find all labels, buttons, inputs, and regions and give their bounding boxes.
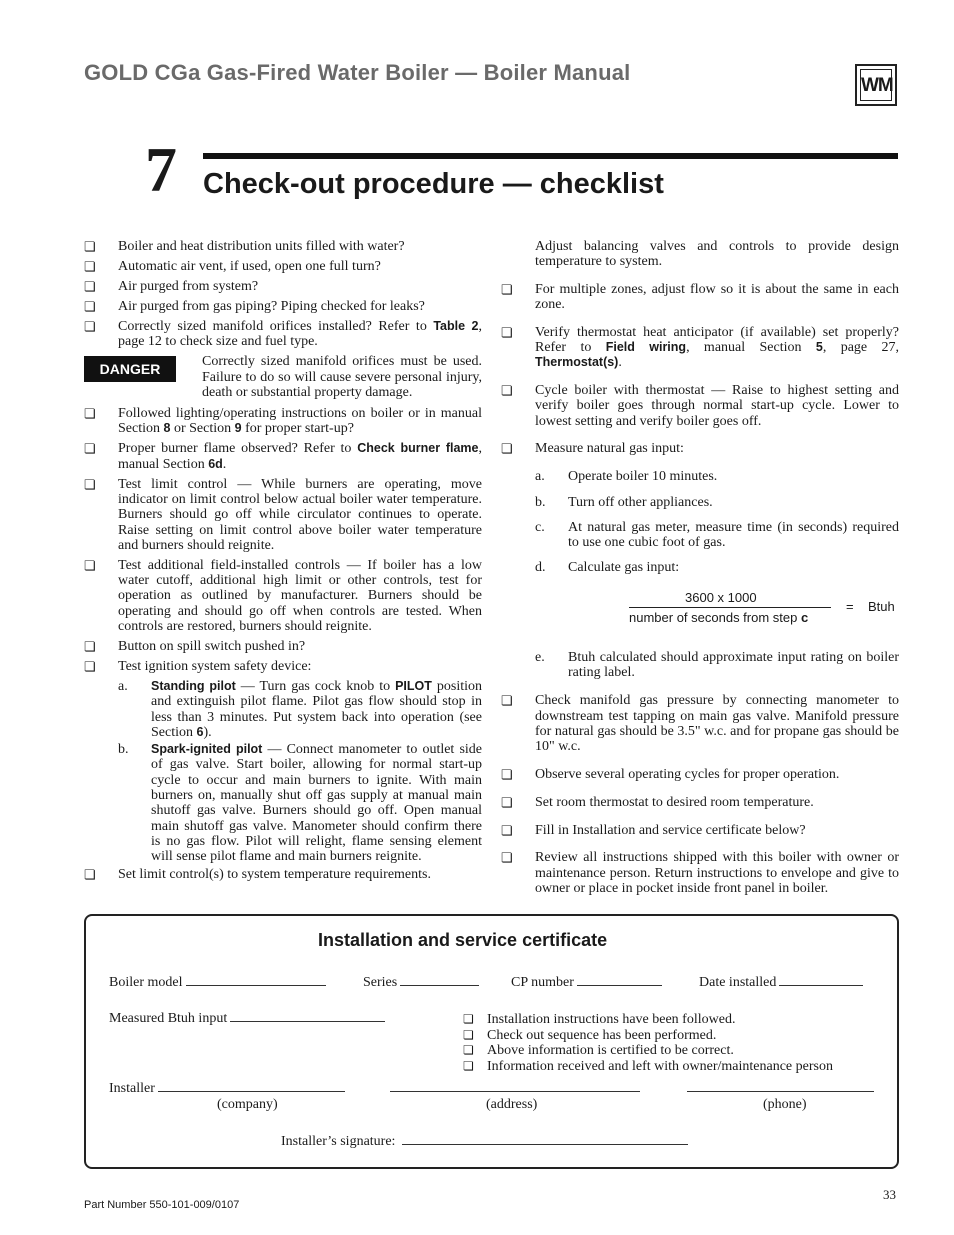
- checkbox-icon: ❏: [84, 278, 96, 294]
- certificate-check-item[interactable]: ❏ Above information is certified to be correct.: [463, 1043, 734, 1058]
- checkbox-icon: ❏: [501, 693, 513, 709]
- gas-input-formula: [501, 586, 899, 636]
- formula-fraction-bar: [629, 607, 831, 608]
- cp-number-field[interactable]: CP number: [511, 974, 662, 991]
- measure-step: b. Turn off other appliances.: [535, 494, 713, 510]
- checklist-item-flame: ❏ Proper burner flame observed? Refer to Check burner flame, manual Section 6d.: [84, 441, 482, 472]
- checklist-item-zones: ❏ For multiple zones, adjust flow so it is about the same in each zone.: [501, 281, 899, 312]
- checklist-item: ❏ Air purged from system?: [84, 278, 259, 294]
- checklist-item-spill-switch: ❏ Button on spill switch pushed in?: [84, 639, 306, 655]
- btuh-input-field[interactable]: Measured Btuh input: [109, 1010, 385, 1027]
- checkbox-icon: ❏: [84, 258, 96, 274]
- checkbox-icon: ❏: [501, 383, 513, 399]
- sub-item-standing-pilot: a. Standing pilot — Turn gas cock knob to PILOT position and extinguish pilot flame. Pilot gas flow should stop in less than 3 minutes. Put system back into operation (see Section 6).: [118, 678, 482, 740]
- formula-denominator: number of seconds from step c: [629, 609, 809, 625]
- installer-signature-field[interactable]: Installer’s signature:: [281, 1133, 688, 1150]
- checkbox-icon: ❏: [84, 639, 96, 655]
- checklist-item-lighting: ❏ Followed lighting/operating instructions on boiler or in manual Section 8 or Section 9 for proper start-up?: [84, 406, 482, 437]
- checkbox-icon: ❏: [463, 1012, 474, 1026]
- checklist-item-orifices: ❏ Correctly sized manifold orifices installed? Refer to Table 2, page 12 to check size and fuel type.: [84, 318, 482, 350]
- installation-certificate: [84, 914, 899, 1169]
- checklist-item-observe: ❏ Observe several operating cycles for proper operation.: [501, 767, 840, 783]
- checklist-item: ❏ Automatic air vent, if used, open one full turn?: [84, 258, 381, 274]
- checkbox-icon: ❏: [463, 1043, 474, 1057]
- checkbox-icon: ❏: [501, 822, 513, 838]
- checkbox-icon: ❏: [84, 239, 96, 254]
- checkbox-icon: ❏: [84, 866, 96, 882]
- measure-step: d. Calculate gas input:: [535, 560, 680, 576]
- checkbox-icon: ❏: [463, 1027, 474, 1042]
- address-caption: (address): [486, 1097, 538, 1112]
- checklist-item-measure: ❏ Measure natural gas input:: [501, 441, 684, 457]
- checkbox-icon: ❏: [501, 794, 513, 810]
- company-caption: (company): [217, 1097, 278, 1112]
- measure-step: c. At natural gas meter, measure time (in seconds) required to use one cubic foot of gas.: [535, 519, 899, 551]
- checkbox-icon: ❏: [501, 767, 513, 783]
- danger-notice: [84, 354, 482, 400]
- chapter-title: Check-out procedure — checklist: [203, 168, 664, 200]
- certificate-checklist: [463, 1012, 833, 1074]
- sub-item-spark-pilot: b. Spark-ignited pilot — Connect manometer to outlet side of gas valve. Start boiler, allowing for normal start-up cycle to occur and main burners to ignite. With main burners on, manually shut off gas supply at manual main shutoff gas valve. Burners should go off. Open manual main shutoff gas valve. Manometer should confirm there is no gas flow. Pilot will relight, flame sensing element will sense pilot flame and main burners reignite.: [118, 742, 482, 865]
- checkbox-icon: ❏: [84, 659, 96, 674]
- checkbox-icon: ❏: [463, 1058, 474, 1073]
- checkbox-icon: ❏: [501, 281, 513, 297]
- checkbox-icon: ❏: [84, 298, 96, 314]
- checklist-item-limit-set: ❏ Set limit control(s) to system temperature requirements.: [84, 866, 431, 882]
- chapter-number: 7: [145, 134, 177, 205]
- formula-numerator: 3600 x 1000: [685, 589, 757, 605]
- certificate-check-item[interactable]: ❏ Check out sequence has been performed.: [463, 1027, 717, 1043]
- logo-text: WM: [860, 69, 892, 101]
- boiler-model-field[interactable]: Boiler model: [109, 974, 326, 991]
- weil-mclain-logo: [855, 64, 897, 106]
- part-number: Part Number 550-101-009/0107: [84, 1199, 240, 1211]
- checkbox-icon: ❏: [84, 557, 96, 573]
- date-installed-field[interactable]: Date installed: [699, 974, 863, 991]
- checkbox-icon: ❏: [84, 441, 96, 457]
- formula-equals: =: [846, 598, 854, 614]
- checklist-item-certificate: ❏ Fill in Installation and service certificate below?: [501, 822, 806, 838]
- checklist-item-cycle: ❏ Cycle boiler with thermostat — Raise to highest setting and verify boiler goes through normal start-up cycle. Lower to lowest setting and verify boiler goes off.: [501, 383, 899, 429]
- measure-step: a. Operate boiler 10 minutes.: [535, 469, 718, 485]
- checkbox-icon: ❏: [501, 324, 513, 340]
- right-column: [501, 239, 899, 909]
- checklist-item-manifold: ❏ Check manifold gas pressure by connecting manometer to downstream test tapping on main gas valve. Manifold pressure for natural gas should be 3.5" w.c. and for propane gas should be 10" w.c.: [501, 693, 899, 755]
- manual-header-title: GOLD CGa Gas-Fired Water Boiler — Boiler Manual: [84, 60, 631, 85]
- checkbox-icon: ❏: [84, 318, 96, 334]
- checklist-item-room-thermostat: ❏ Set room thermostat to desired room temperature.: [501, 794, 814, 810]
- checklist-item-field-controls: ❏ Test additional field-installed controls — If boiler has a low water cutoff, additional high limit or other controls, test for operation as outlined by manufacturer. Burners should be operating and should go off when controls are tested. When controls are restored, burners should reignite.: [84, 557, 482, 635]
- installer-company-field[interactable]: Installer: [109, 1080, 345, 1097]
- certificate-title: Installation and service certificate: [318, 930, 608, 950]
- chapter-rule: [203, 153, 898, 159]
- checklist-item-ignition: ❏ Test ignition system safety device:: [84, 659, 312, 674]
- checklist-item: ❏ Boiler and heat distribution units filled with water?: [84, 239, 405, 254]
- phone-caption: (phone): [763, 1097, 807, 1112]
- series-field[interactable]: Series: [363, 974, 479, 991]
- checkbox-icon: ❏: [84, 406, 96, 422]
- continuation-text: Adjust balancing valves and controls to provide design temperature to system.: [535, 239, 899, 270]
- checklist-item-limit-test: ❏ Test limit control — While burners are operating, move indicator on limit control below actual boiler water temperature. Burners should go off while circulator continues to operate. Raise setting on limit control above boiler water temperature and burners should reignite.: [84, 476, 482, 553]
- checkbox-icon: ❏: [501, 441, 513, 457]
- installer-phone-field[interactable]: [687, 1080, 874, 1097]
- checkbox-icon: ❏: [501, 850, 513, 866]
- certificate-check-item[interactable]: ❏ Installation instructions have been followed.: [463, 1012, 736, 1027]
- danger-text: Correctly sized manifold orifices must be used. Failure to do so will cause severe personal injury, death or substantial property damage.: [202, 354, 482, 400]
- checkbox-icon: ❏: [84, 476, 96, 492]
- checklist-item-anticipator: ❏ Verify thermostat heat anticipator (if available) set properly? Refer to Field wiring, manual Section 5, page 27, Thermostat(s).: [501, 324, 900, 371]
- page-number: 33: [883, 1187, 896, 1202]
- formula-result: Btuh: [868, 598, 895, 614]
- measure-step: e. Btuh calculated should approximate input rating on boiler rating label.: [535, 649, 899, 681]
- checklist-item: ❏ Air purged from gas piping? Piping checked for leaks?: [84, 298, 425, 314]
- checklist-item-review: ❏ Review all instructions shipped with this boiler with owner or maintenance person. Return instructions to envelope and give to owner or place in pocket inside front panel in boiler.: [501, 850, 899, 897]
- certificate-check-item[interactable]: ❏ Information received and left with owner/maintenance person: [463, 1058, 833, 1074]
- installer-address-field[interactable]: [390, 1080, 640, 1097]
- left-column: [84, 239, 482, 887]
- danger-badge: DANGER: [84, 356, 176, 382]
